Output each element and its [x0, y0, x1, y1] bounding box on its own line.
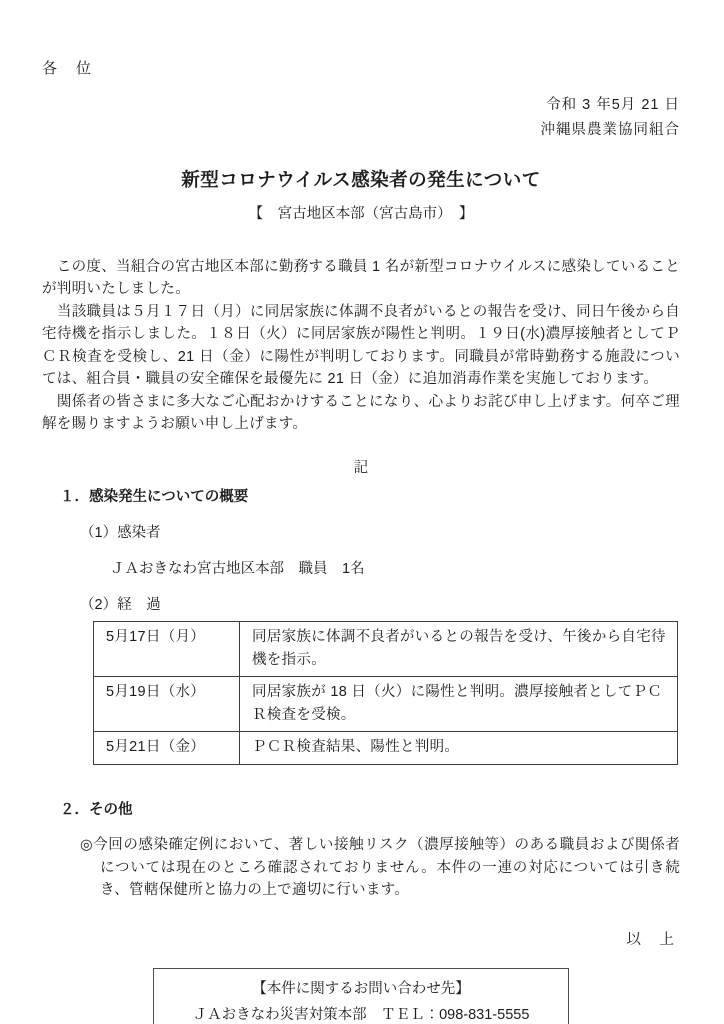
recipient-line: 各 位	[42, 60, 94, 77]
body-text	[42, 256, 680, 436]
document-title: 新型コロナウイルス感染者の発生について	[181, 168, 541, 190]
timeline-date-cell: 5月19日（水）	[94, 677, 240, 732]
timeline-event-cell: ＰＣＲ検査結果、陽性と判明。	[240, 732, 678, 765]
section2-heading: ２．その他	[60, 801, 133, 818]
section1-heading: １．感染発生についての概要	[60, 489, 249, 505]
table-row	[94, 732, 678, 765]
closing-line: 以 上	[626, 931, 676, 948]
document-date: 令和 3 年5月 21 日	[546, 96, 680, 113]
section1-item2-label: （2）経 過	[80, 596, 161, 613]
timeline-event-cell: 同居家族が 18 日（火）に陽性と判明。濃厚接触者としてＰＣＲ検査を受検。	[240, 677, 678, 732]
organization-name: 沖縄県農業協同組合	[540, 121, 680, 138]
infected-person-line: ＪＡおきなわ宮古地区本部 職員 1名	[110, 561, 365, 577]
table-row	[94, 677, 678, 732]
document-subtitle: 【 宮古地区本部（宮古島市） 】	[248, 206, 474, 222]
timeline-date-cell: 5月21日（金）	[94, 732, 240, 765]
paragraph-timeline-detail: 当該職員は５月１７日（月）に同居家族に体調不良者がいるとの報告を受け、同日午後から自宅待機を指示しました。１８日（火）に同居家族が陽性と判明。１９日(水)濃厚接触者としてＰＣＲ検査を受検し、21 日（金）に陽性が判明しております。同職員が常時勤務する施設については、組合員・職員の安全確保を最優先に 21 日（金）に追加消毒作業を実施しております。	[42, 303, 680, 387]
header-right-block	[42, 93, 680, 143]
contact-box	[153, 968, 569, 1024]
contact-box-detail: ＪＡおきなわ災害対策本部 ＴＥＬ：098-831-5555	[192, 1007, 530, 1023]
timeline-table	[93, 621, 678, 765]
section1-item1-label: （1）感染者	[80, 524, 161, 541]
timeline-date-cell: 5月17日（月）	[94, 622, 240, 677]
section2-note: ◎今回の感染確定例において、著しい接触リスク（濃厚接触等）のある職員および関係者については現在のところ確認されておりません。本件の一連の対応については引き続き、管轄保健所と協力の上で適切に行います。	[80, 837, 680, 898]
table-row	[94, 622, 678, 677]
ki-marker: 記	[353, 459, 369, 476]
paragraph-announcement: この度、当組合の宮古地区本部に勤務する職員 1 名が新型コロナウイルスに感染していることが判明いたしました。	[42, 258, 680, 297]
paragraph-apology: 関係者の皆さまに多大なご心配おかけすることになり、心よりお詫び申し上げます。何卒ご理解を賜りますようお願い申し上げます。	[42, 393, 680, 432]
timeline-event-cell: 同居家族に体調不良者がいるとの報告を受け、午後から自宅待機を指示。	[240, 622, 678, 677]
contact-box-heading: 【本件に関するお問い合わせ先】	[252, 981, 470, 997]
